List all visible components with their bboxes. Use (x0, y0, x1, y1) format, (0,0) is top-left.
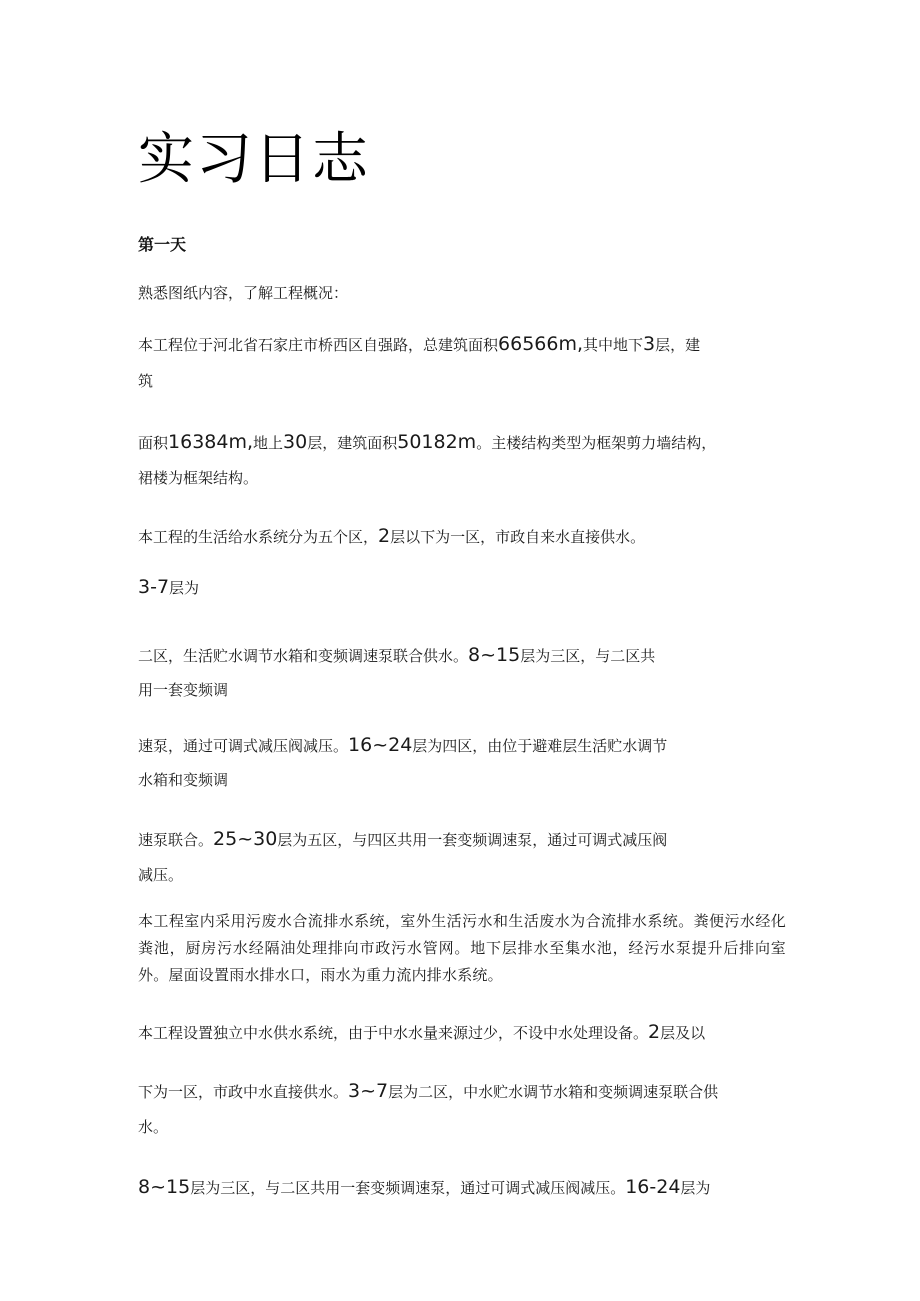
number-run: 66566m, (498, 333, 584, 355)
number-run: 2 (648, 1021, 661, 1043)
text-line: 用一套变频调 (138, 681, 229, 699)
number-run: 50182m (397, 431, 477, 453)
text-run: 层为二区，中水贮水调节水箱和变频调速泵联合供 (388, 1083, 719, 1101)
text-run: 层为 (169, 579, 200, 597)
text-run: 层为四区，由位于避难层生活贮水调节 (412, 737, 668, 755)
day-heading: 第一天 (138, 235, 187, 254)
text-run: 本工程位于河北省石家庄市桥西区自强路，总建筑面积 (138, 336, 499, 354)
number-run: 25~30 (213, 828, 278, 850)
text-line: 减压。 (138, 866, 184, 884)
text-line (138, 525, 645, 548)
text-run: 层以下为一区，市政自来水直接供水。 (390, 528, 646, 546)
text-line (138, 333, 700, 356)
text-run: 面积 (138, 434, 169, 452)
text-run: 层为五区，与四区共用一套变频调速泵，通过可调式减压阀 (277, 831, 668, 849)
number-run: 30 (283, 431, 308, 453)
number-run: 16384m, (168, 431, 254, 453)
text-line (138, 734, 667, 757)
number-run: 16-24 (625, 1176, 681, 1198)
text-run: 层为三区，与二区共用一套变频调速泵，通过可调式减压阀减压。 (190, 1179, 626, 1197)
text-line (138, 828, 667, 851)
text-line: 筑 (138, 372, 154, 390)
text-line: 水。 (138, 1118, 169, 1136)
text-run: 二区，生活贮水调节水箱和变频调速泵联合供水。 (138, 647, 469, 665)
text-run: 层为三区，与二区共 (520, 647, 656, 665)
text-line (138, 1080, 718, 1103)
text-run: 下为一区，市政中水直接供水。 (138, 1083, 349, 1101)
page-title: 实习日志 (138, 127, 370, 192)
number-run: 8~15 (138, 1176, 191, 1198)
number-run: 16~24 (348, 734, 413, 756)
text-line (138, 576, 199, 599)
number-run: 2 (378, 525, 391, 547)
text-run: 层为 (680, 1179, 711, 1197)
text-run: 。主楼结构类型为框架剪力墙结构， (476, 434, 717, 452)
text-line: 水箱和变频调 (138, 771, 229, 789)
drainage-paragraph: 本工程室内采用污废水合流排水系统，室外生活污水和生活废水为合流排水系统。粪便污水经化粪池，厨房污水经隔油处理排向市政污水管网。地下层排水至集水池，经污水泵提升后排向室外。屋面设置雨水排水口，雨水为重力流内排水系统。 (138, 912, 786, 984)
number-run: 3 (643, 333, 656, 355)
text-run: 本工程的生活给水系统分为五个区， (138, 528, 379, 546)
text-line (138, 1021, 705, 1044)
text-run: 其中地下 (583, 336, 644, 354)
text-line (138, 1176, 710, 1199)
number-run: 3-7 (138, 576, 170, 598)
text-run: 地上 (253, 434, 284, 452)
text-run: 层，建 (655, 336, 701, 354)
text-run: 层，建筑面积 (307, 434, 398, 452)
text-line (138, 431, 716, 454)
text-run: 本工程设置独立中水供水系统，由于中水水量来源过少，不设中水处理设备。 (138, 1024, 649, 1042)
number-run: 3~7 (348, 1080, 389, 1102)
text-run: 速泵，通过可调式减压阀减压。 (138, 737, 349, 755)
text-run: 速泵联合。 (138, 831, 214, 849)
text-line (138, 644, 655, 667)
text-line: 裙楼为框架结构。 (138, 469, 259, 487)
intro-line: 熟悉图纸内容，了解工程概况： (138, 284, 349, 302)
text-run: 层及以 (660, 1024, 706, 1042)
number-run: 8~15 (468, 644, 521, 666)
